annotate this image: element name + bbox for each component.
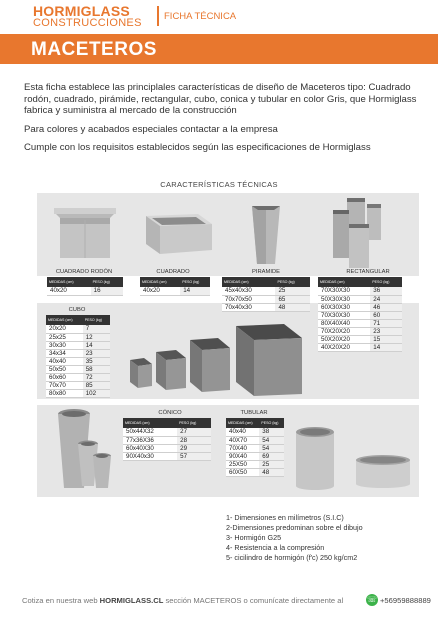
section-title: CARACTERÍSTICAS TÉCNICAS — [160, 180, 278, 189]
weight-cell: 23 — [370, 327, 402, 335]
table-row — [318, 311, 402, 319]
weight-cell: 54 — [259, 444, 284, 452]
table-row — [140, 287, 210, 295]
cubo-label: CUBO — [68, 307, 86, 313]
table-row — [226, 436, 284, 444]
whatsapp-icon[interactable]: ☏ — [366, 595, 377, 604]
brand-subtitle: CONSTRUCCIONES — [33, 17, 142, 29]
phone-number[interactable]: +56959888889 — [380, 596, 431, 605]
footer-post: sección MACETEROS o comunícate directamente al — [163, 596, 344, 605]
dimension-cell: 25x25 — [46, 333, 83, 341]
website-link[interactable]: HORMIGLASS.CL — [99, 596, 164, 605]
table-row — [46, 341, 110, 349]
note-item: 4- Resistencia a la compresión — [226, 543, 325, 552]
col-dim: MEDIDAS (cm) — [226, 418, 259, 428]
weight-cell: 36 — [370, 287, 402, 295]
cuadrado-rodon-image — [50, 198, 120, 262]
col-weight: PESO (kg) — [259, 418, 284, 428]
dimension-cell: 60X30X30 — [318, 303, 370, 311]
page-title: MACETEROS — [31, 39, 157, 60]
rectangular-image — [329, 196, 383, 270]
col-dim: MEDIDAS (cm) — [46, 315, 83, 325]
table-row — [226, 452, 284, 460]
weight-cell: 23 — [83, 349, 110, 357]
dimension-cell: 30x30 — [46, 341, 83, 349]
table-row — [222, 287, 310, 295]
col-weight: PESO (kg) — [275, 277, 310, 287]
dimension-cell: 50x44X32 — [123, 428, 177, 436]
tubular-table — [226, 418, 284, 477]
dimension-cell: 90X40x30 — [123, 452, 177, 460]
conico-image — [54, 406, 116, 492]
weight-cell: 15 — [370, 335, 402, 343]
intro-paragraph-1: Esta ficha establece las principlales características de diseño de Maceteros tipo: Cuadrado rodón, cuadrado, pirámide, rectangular, cubo, conica y tubular en color Gris, que Hormiglass fabrica y suministra al mercado de la construcción — [24, 82, 417, 116]
dimension-cell: 70X40 — [226, 444, 259, 452]
dimension-cell: 60x60 — [46, 373, 83, 381]
table-row — [318, 287, 402, 295]
weight-cell: 65 — [275, 295, 310, 303]
col-dim: MEDIDAS (cm) — [222, 277, 275, 287]
table-row — [46, 349, 110, 357]
note-item: 2-Dimensiones predominan sobre el dibujo — [226, 523, 363, 532]
weight-cell: 69 — [259, 452, 284, 460]
table-row — [226, 444, 284, 452]
table-row — [46, 389, 110, 397]
piramide-label: PIRAMIDE — [251, 269, 281, 275]
weight-cell: 57 — [177, 452, 211, 460]
col-weight: PESO (kg) — [177, 418, 211, 428]
table-row — [123, 428, 211, 436]
col-dim: MEDIDAS (cm) — [140, 277, 180, 287]
dimension-cell: 70X30X30 — [318, 311, 370, 319]
table-row — [46, 373, 110, 381]
cuadrado-image — [136, 210, 214, 256]
weight-cell: 48 — [275, 303, 310, 311]
footer-text — [22, 596, 343, 605]
title-bar — [0, 34, 438, 64]
table-row — [226, 468, 284, 476]
table-row — [318, 303, 402, 311]
weight-cell: 14 — [83, 341, 110, 349]
table-row — [318, 335, 402, 343]
dimension-cell: 80x80 — [46, 389, 83, 397]
cubo-image — [124, 318, 314, 398]
table-row — [46, 325, 110, 333]
table-row — [46, 333, 110, 341]
table-row — [47, 287, 123, 295]
dimension-cell: 70X30X30 — [318, 287, 370, 295]
rectangular-table — [318, 277, 402, 352]
dimension-cell: 40x40 — [226, 428, 259, 436]
weight-cell: 54 — [259, 436, 284, 444]
header — [0, 0, 438, 34]
note-item: 5- cicilindro de hormigón (f'c) 250 kg/cm2 — [226, 553, 358, 562]
dimension-cell: 60X50 — [226, 468, 259, 476]
weight-cell: 71 — [370, 319, 402, 327]
dimension-cell: 40x20 — [47, 287, 91, 295]
dimension-cell: 50x50 — [46, 365, 83, 373]
cuadrado-rodon-label: CUADRADO RODÓN — [55, 269, 113, 275]
dimension-cell: 60x40X30 — [123, 444, 177, 452]
intro-paragraph-2: Para colores y acabados especiales contactar a la empresa — [24, 123, 278, 135]
col-weight: PESO (kg) — [180, 277, 210, 287]
weight-cell: 58 — [83, 365, 110, 373]
cuadrado-rodon-table — [47, 277, 123, 296]
dimension-cell: 40X20X20 — [318, 343, 370, 351]
dimension-cell: 25X50 — [226, 460, 259, 468]
weight-cell: 48 — [259, 468, 284, 476]
dimension-cell: 70x70 — [46, 381, 83, 389]
table-row — [318, 295, 402, 303]
cubo-table — [46, 315, 110, 398]
weight-cell: 60 — [370, 311, 402, 319]
weight-cell: 24 — [370, 295, 402, 303]
table-row — [318, 319, 402, 327]
table-row — [123, 436, 211, 444]
weight-cell: 102 — [83, 389, 110, 397]
tubular-label: TUBULAR — [240, 410, 268, 416]
footer-pre: Cotiza en nuestra web — [22, 596, 100, 605]
dimension-cell: 70X20X20 — [318, 327, 370, 335]
conico-label: CÓNICO — [158, 410, 182, 416]
notes-list — [226, 513, 363, 563]
dimension-cell: 40x40 — [46, 357, 83, 365]
intro-text — [24, 82, 424, 161]
cuadrado-label: CUADRADO — [156, 269, 190, 275]
dimension-cell: 90X40 — [226, 452, 259, 460]
rectangular-label: RECTANGULAR — [346, 269, 390, 275]
weight-cell: 46 — [370, 303, 402, 311]
weight-cell: 28 — [177, 436, 211, 444]
dimension-cell: 70x40x30 — [222, 303, 275, 311]
dimension-cell: 40x20 — [140, 287, 180, 295]
table-row — [226, 460, 284, 468]
table-row — [318, 327, 402, 335]
weight-cell: 25 — [275, 287, 310, 295]
weight-cell: 85 — [83, 381, 110, 389]
dimension-cell: 34x34 — [46, 349, 83, 357]
col-dim: MEDIDAS (cm) — [47, 277, 91, 287]
tubular-image — [290, 424, 416, 490]
weight-cell: 38 — [259, 428, 284, 436]
dimension-cell: 50X20X20 — [318, 335, 370, 343]
dimension-cell: 40X70 — [226, 436, 259, 444]
table-row — [222, 295, 310, 303]
weight-cell: 16 — [91, 287, 123, 295]
weight-cell: 14 — [180, 287, 210, 295]
brand-logo: HORMIGLASS — [33, 3, 130, 19]
table-row — [123, 452, 211, 460]
note-item: 3- Hormigón G25 — [226, 533, 282, 542]
col-weight: PESO (kg) — [91, 277, 123, 287]
document-type: FICHA TÉCNICA — [164, 11, 237, 22]
intro-paragraph-3: Cumple con los requisitos establecidos según las especificaciones de Hormiglass — [24, 142, 371, 153]
weight-cell: 7 — [83, 325, 110, 333]
dimension-cell: 50X30X30 — [318, 295, 370, 303]
col-weight: PESO (kg) — [370, 277, 402, 287]
col-dim: MEDIDAS (cm) — [318, 277, 370, 287]
table-row — [318, 343, 402, 351]
dimension-cell: 45x40x30 — [222, 287, 275, 295]
weight-cell: 29 — [177, 444, 211, 452]
table-row — [46, 381, 110, 389]
weight-cell: 72 — [83, 373, 110, 381]
table-row — [123, 444, 211, 452]
dimension-cell: 70x70x50 — [222, 295, 275, 303]
col-dim: MEDIDAS (cm) — [123, 418, 177, 428]
dimension-cell: 20x20 — [46, 325, 83, 333]
dimension-cell: 80X40X40 — [318, 319, 370, 327]
cuadrado-table — [140, 277, 210, 296]
dimension-cell: 77x36X36 — [123, 436, 177, 444]
weight-cell: 35 — [83, 357, 110, 365]
table-row — [226, 428, 284, 436]
piramide-image — [248, 200, 284, 266]
weight-cell: 12 — [83, 333, 110, 341]
col-weight: PESO (kg) — [83, 315, 110, 325]
conico-table — [123, 418, 211, 461]
table-row — [46, 365, 110, 373]
weight-cell: 25 — [259, 460, 284, 468]
note-item: 1- Dimensiones en milímetros (S.I.C) — [226, 513, 344, 522]
table-row — [46, 357, 110, 365]
weight-cell: 27 — [177, 428, 211, 436]
header-divider — [157, 6, 159, 26]
weight-cell: 14 — [370, 343, 402, 351]
piramide-table — [222, 277, 310, 312]
table-row — [222, 303, 310, 311]
